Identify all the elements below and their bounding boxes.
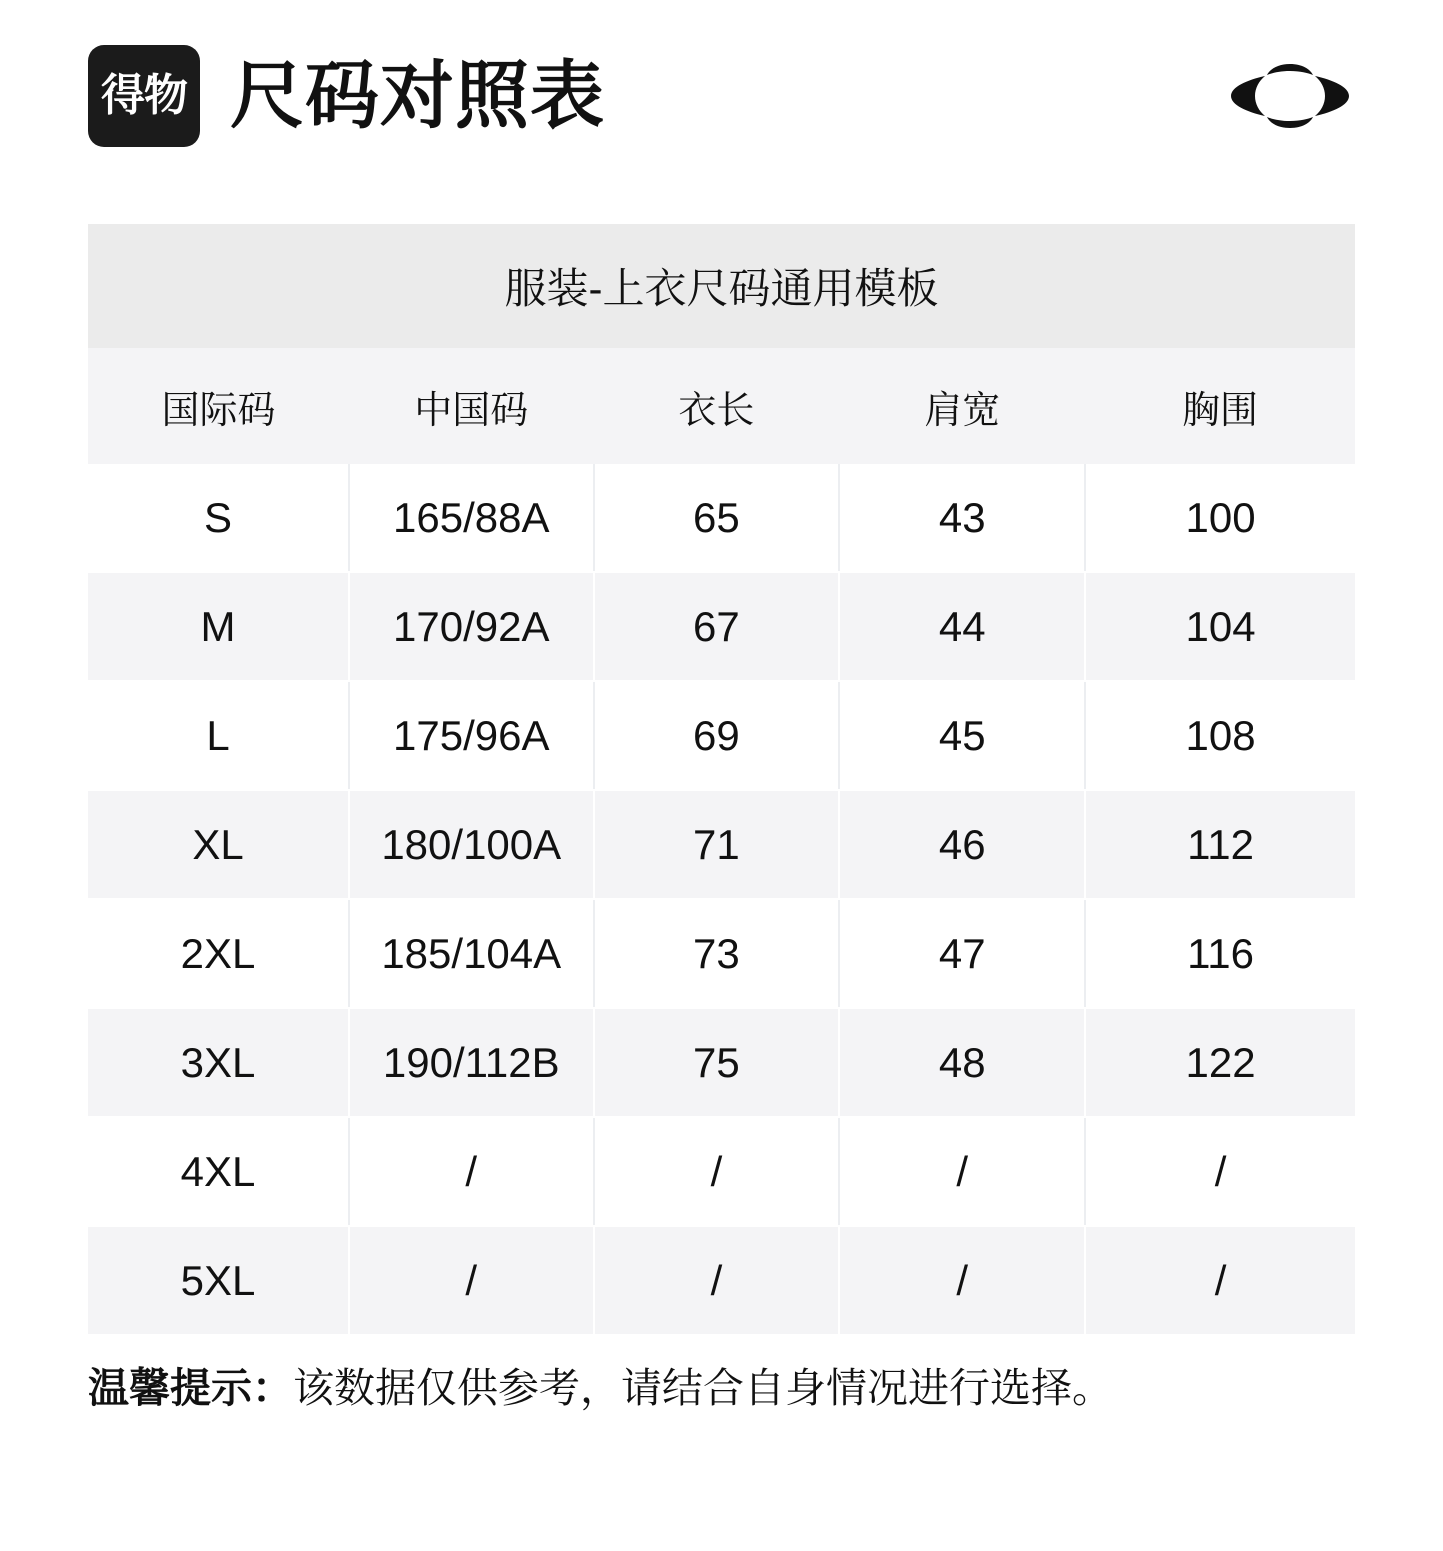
under-armour-logo-icon — [1225, 58, 1355, 134]
table-row — [88, 572, 1355, 681]
cell-chest: 122 — [1085, 1008, 1355, 1117]
column-header-chest: 胸围 — [1085, 348, 1355, 464]
cell-china-size: 170/92A — [349, 572, 594, 681]
cell-china-size: 190/112B — [349, 1008, 594, 1117]
footer-note — [88, 1362, 1355, 1415]
cell-shoulder: 43 — [839, 464, 1085, 572]
cell-international-size: 4XL — [88, 1117, 349, 1226]
table-row — [88, 790, 1355, 899]
cell-international-size: 3XL — [88, 1008, 349, 1117]
cell-length: 65 — [594, 464, 840, 572]
column-header-china-size: 中国码 — [349, 348, 594, 464]
cell-chest: 116 — [1085, 899, 1355, 1008]
cell-international-size: 5XL — [88, 1226, 349, 1334]
cell-international-size: 2XL — [88, 899, 349, 1008]
footer-note-label: 温馨提示： — [88, 1365, 293, 1411]
column-header-shoulder: 肩宽 — [839, 348, 1085, 464]
cell-length: 69 — [594, 681, 840, 790]
table-header-row-group — [88, 348, 1355, 464]
size-table-container — [88, 224, 1355, 1334]
table-row — [88, 681, 1355, 790]
cell-chest: 112 — [1085, 790, 1355, 899]
cell-shoulder: / — [839, 1226, 1085, 1334]
cell-length: 75 — [594, 1008, 840, 1117]
cell-china-size: 180/100A — [349, 790, 594, 899]
cell-shoulder: / — [839, 1117, 1085, 1226]
size-table — [88, 348, 1355, 1334]
cell-international-size: S — [88, 464, 349, 572]
table-row — [88, 1008, 1355, 1117]
cell-china-size: / — [349, 1226, 594, 1334]
column-header-length: 衣长 — [594, 348, 840, 464]
table-row — [88, 1226, 1355, 1334]
cell-international-size: M — [88, 572, 349, 681]
cell-length: / — [594, 1117, 840, 1226]
cell-shoulder: 44 — [839, 572, 1085, 681]
table-caption: 服装-上衣尺码通用模板 — [88, 224, 1355, 348]
cell-china-size: 165/88A — [349, 464, 594, 572]
footer-note-text: 该数据仅供参考，请结合自身情况进行选择。 — [293, 1365, 1113, 1411]
table-header-row — [88, 348, 1355, 464]
cell-shoulder: 45 — [839, 681, 1085, 790]
column-header-international-size: 国际码 — [88, 348, 349, 464]
cell-chest: 100 — [1085, 464, 1355, 572]
table-body — [88, 464, 1355, 1334]
cell-international-size: XL — [88, 790, 349, 899]
cell-china-size: 175/96A — [349, 681, 594, 790]
dewu-brand-badge — [88, 45, 200, 147]
cell-length: 67 — [594, 572, 840, 681]
cell-length: 71 — [594, 790, 840, 899]
cell-length: / — [594, 1226, 840, 1334]
brand-badge-label: 得物 — [101, 71, 187, 120]
table-row — [88, 464, 1355, 572]
cell-chest: 108 — [1085, 681, 1355, 790]
cell-length: 73 — [594, 899, 840, 1008]
cell-shoulder: 46 — [839, 790, 1085, 899]
cell-china-size: / — [349, 1117, 594, 1226]
table-row — [88, 899, 1355, 1008]
cell-chest: / — [1085, 1117, 1355, 1226]
cell-chest: 104 — [1085, 572, 1355, 681]
cell-china-size: 185/104A — [349, 899, 594, 1008]
cell-international-size: L — [88, 681, 349, 790]
cell-shoulder: 48 — [839, 1008, 1085, 1117]
header-left-group — [88, 45, 605, 147]
table-row — [88, 1117, 1355, 1226]
cell-shoulder: 47 — [839, 899, 1085, 1008]
page-header — [88, 36, 1355, 156]
page-title: 尺码对照表 — [230, 54, 605, 137]
cell-chest: / — [1085, 1226, 1355, 1334]
